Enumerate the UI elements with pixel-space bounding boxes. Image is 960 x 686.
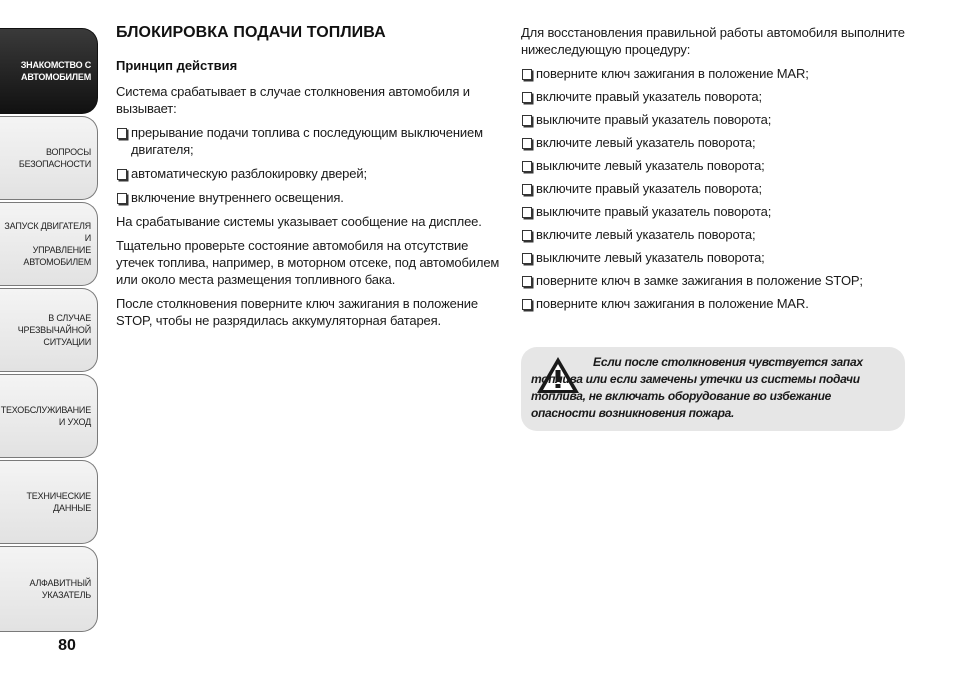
list-item (116, 165, 500, 182)
procedure-step (521, 180, 909, 197)
tab-label: ЗАПУСК ДВИГАТЕЛЯ И УПРАВЛЕНИЕ АВТОМОБИЛЕМ (4, 221, 91, 267)
left-column (116, 24, 500, 336)
warning-text: Если после столкновения чувствуется запах топлива или если замечены утечки из системы подачи топлива, не включать оборудование во избежание опасности возникновения пожара. (531, 355, 863, 420)
tab-label: ТЕХОБСЛУЖИВАНИЕ И УХОД (0, 405, 91, 427)
procedure-step-text: включите правый указатель поворота; (536, 89, 762, 104)
procedure-step (521, 295, 909, 312)
procedure-step (521, 249, 909, 266)
intro-paragraph: Система срабатывает в случае столкновения автомобиля и вызывает: (116, 84, 470, 116)
procedure-step-text: поверните ключ зажигания в положение MAR; (536, 66, 809, 81)
checkbox-bullet-icon (117, 193, 127, 204)
procedure-step (521, 111, 909, 128)
list-item-text: автоматическую разблокировку дверей; (131, 166, 367, 181)
tab-starting-driving[interactable] (0, 202, 98, 286)
section-subtitle: Принцип действия (116, 58, 238, 73)
tab-label: В СЛУЧАЕ ЧРЕЗВЫЧАЙНОЙ СИТУАЦИИ (17, 313, 91, 347)
procedure-step (521, 88, 909, 105)
checkbox-bullet-icon (522, 92, 532, 103)
warning-box (521, 347, 905, 431)
tab-index[interactable] (0, 546, 98, 632)
tab-technical-data[interactable] (0, 460, 98, 544)
checkbox-bullet-icon (117, 169, 127, 180)
checkbox-bullet-icon (522, 230, 532, 241)
procedure-step (521, 226, 909, 243)
page-number: 80 (58, 637, 76, 654)
procedure-step-text: включите правый указатель поворота; (536, 181, 762, 196)
checkbox-bullet-icon (522, 115, 532, 126)
procedure-step-text: включите левый указатель поворота; (536, 227, 756, 242)
paragraph: После столкновения поверните ключ зажигания в положение STOP, чтобы не разрядилась аккумуляторная батарея. (116, 296, 478, 328)
section-title: БЛОКИРОВКА ПОДАЧИ ТОПЛИВА (116, 24, 386, 41)
procedure-step (521, 157, 909, 174)
checkbox-bullet-icon (522, 69, 532, 80)
list-item-text: включение внутреннего освещения. (131, 190, 344, 205)
procedure-steps (521, 65, 909, 312)
tab-emergency[interactable] (0, 288, 98, 372)
procedure-step (521, 272, 909, 289)
list-item (116, 124, 500, 158)
tab-label: ЗНАКОМСТВО С АВТОМОБИЛЕМ (20, 60, 91, 82)
checkbox-bullet-icon (522, 276, 532, 287)
checkbox-bullet-icon (117, 128, 127, 139)
checkbox-bullet-icon (522, 161, 532, 172)
procedure-step-text: поверните ключ зажигания в положение MAR. (536, 296, 809, 311)
procedure-intro: Для восстановления правильной работы автомобиля выполните нижеследующую процедуру: (521, 25, 905, 57)
checkbox-bullet-icon (522, 138, 532, 149)
checkbox-bullet-icon (522, 253, 532, 264)
procedure-step-text: выключите правый указатель поворота; (536, 112, 772, 127)
tab-safety[interactable] (0, 116, 98, 200)
chapter-tabs (0, 0, 100, 686)
procedure-step-text: выключите левый указатель поворота; (536, 158, 765, 173)
procedure-step-text: выключите левый указатель поворота; (536, 250, 765, 265)
checkbox-bullet-icon (522, 184, 532, 195)
right-column (521, 24, 909, 318)
procedure-step (521, 134, 909, 151)
list-item-text: прерывание подачи топлива с последующим выключением двигателя; (131, 125, 483, 157)
paragraph: На срабатывание системы указывает сообщение на дисплее. (116, 214, 482, 229)
procedure-step (521, 65, 909, 82)
tab-label: АЛФАВИТНЫЙ УКАЗАТЕЛЬ (29, 578, 91, 600)
checkbox-bullet-icon (522, 207, 532, 218)
procedure-step-text: поверните ключ в замке зажигания в положение STOP; (536, 273, 863, 288)
paragraph: Тщательно проверьте состояние автомобиля на отсутствие утечек топлива, например, в моторном отсеке, под автомобилем или около места размещения топливного бака. (116, 238, 500, 287)
tab-vehicle-overview[interactable] (0, 28, 98, 114)
tab-label: ВОПРОСЫ БЕЗОПАСНОСТИ (18, 147, 91, 169)
checkbox-bullet-icon (522, 299, 532, 310)
procedure-step (521, 203, 909, 220)
procedure-step-text: выключите правый указатель поворота; (536, 204, 772, 219)
procedure-step-text: включите левый указатель поворота; (536, 135, 756, 150)
tab-label: ТЕХНИЧЕСКИЕ ДАННЫЕ (26, 491, 91, 513)
list-item (116, 189, 500, 206)
tab-maintenance[interactable] (0, 374, 98, 458)
